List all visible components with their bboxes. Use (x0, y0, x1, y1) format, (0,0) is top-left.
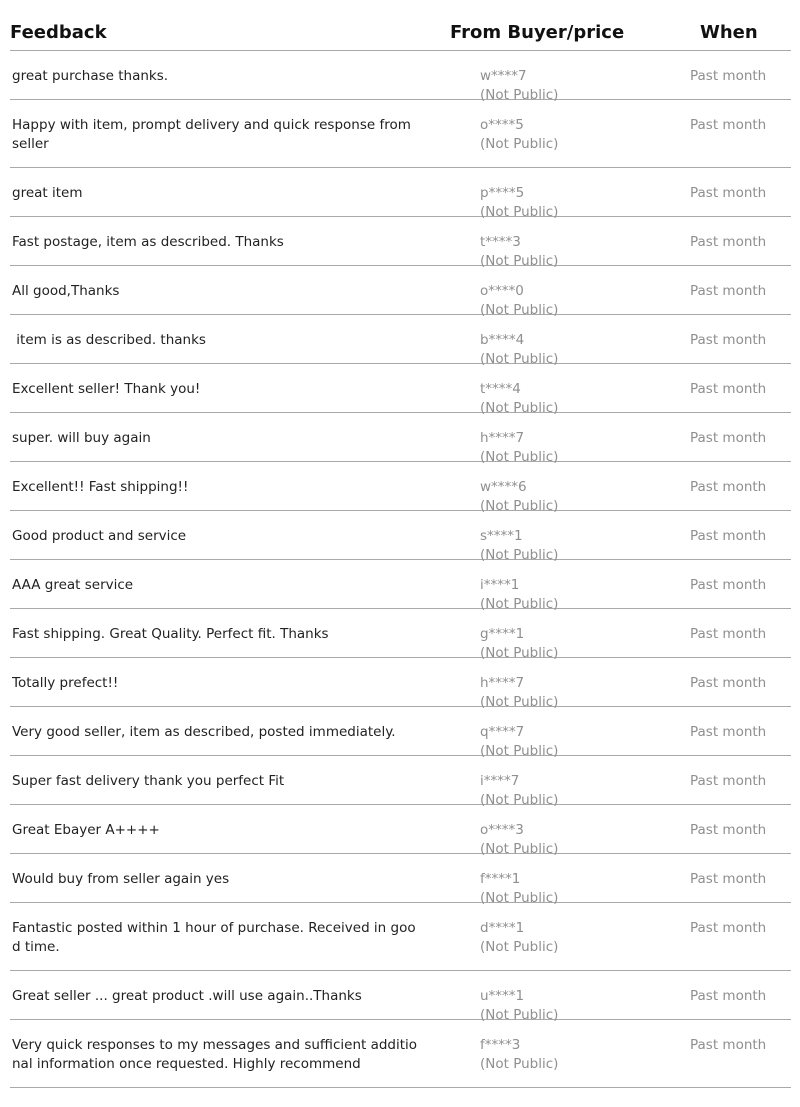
table-header (10, 20, 791, 51)
feedback-when: Past month (690, 724, 767, 740)
table-row (10, 971, 791, 1023)
feedback-comment: Totally prefect!! (12, 675, 119, 691)
buyer-visibility: (Not Public) (480, 498, 559, 514)
table-row (10, 1020, 791, 1088)
feedback-comment: super. will buy again (12, 430, 151, 446)
buyer-visibility: (Not Public) (480, 743, 559, 759)
column-header-buyer: From Buyer/price (450, 22, 625, 43)
buyer-id: o****3 (480, 822, 524, 838)
feedback-when: Past month (690, 773, 767, 789)
buyer-cell (480, 116, 558, 154)
feedback-comment: Good product and service (12, 528, 187, 544)
buyer-id: h****7 (480, 675, 525, 691)
table-row (10, 511, 791, 563)
table-row (10, 217, 791, 269)
column-header-feedback: Feedback (10, 22, 107, 43)
table-row (10, 364, 791, 416)
table-row (10, 805, 791, 857)
buyer-visibility: (Not Public) (480, 939, 559, 955)
table-row (10, 756, 791, 808)
feedback-table (10, 20, 791, 1088)
table-row (10, 100, 791, 168)
buyer-id: o****5 (480, 117, 524, 133)
buyer-id: h****7 (480, 430, 525, 446)
feedback-comment: Happy with item, prompt delivery and quick response from seller (12, 117, 416, 152)
feedback-comment: Excellent!! Fast shipping!! (12, 479, 189, 495)
table-row (10, 266, 791, 318)
buyer-visibility: (Not Public) (480, 204, 559, 220)
feedback-when: Past month (690, 626, 767, 642)
feedback-when: Past month (690, 479, 767, 495)
feedback-when: Past month (690, 283, 767, 299)
table-row (10, 854, 791, 906)
buyer-visibility: (Not Public) (480, 841, 559, 857)
buyer-visibility: (Not Public) (480, 890, 559, 906)
buyer-cell (480, 1036, 558, 1074)
buyer-visibility: (Not Public) (480, 136, 559, 152)
feedback-comment: Would buy from seller again yes (12, 871, 230, 887)
feedback-when: Past month (690, 117, 767, 133)
feedback-comment: All good,Thanks (12, 283, 120, 299)
buyer-visibility: (Not Public) (480, 351, 559, 367)
feedback-comment: item is as described. thanks (12, 332, 206, 348)
table-row (10, 707, 791, 759)
buyer-visibility: (Not Public) (480, 645, 559, 661)
feedback-when: Past month (690, 528, 767, 544)
buyer-id: f****3 (480, 1037, 521, 1053)
buyer-visibility: (Not Public) (480, 449, 559, 465)
feedback-when: Past month (690, 822, 767, 838)
feedback-when: Past month (690, 430, 767, 446)
feedback-when: Past month (690, 68, 767, 84)
feedback-comment: Fantastic posted within 1 hour of purchase. Received in good time. (12, 920, 416, 955)
buyer-id: t****3 (480, 234, 521, 250)
feedback-comment: great item (12, 185, 83, 201)
feedback-comment: Very good seller, item as described, posted immediately. (12, 724, 396, 740)
table-row (10, 560, 791, 612)
buyer-id: i****7 (480, 773, 520, 789)
feedback-comment: Fast postage, item as described. Thanks (12, 234, 284, 250)
table-row (10, 51, 791, 103)
buyer-visibility: (Not Public) (480, 400, 559, 416)
buyer-id: f****1 (480, 871, 521, 887)
buyer-visibility: (Not Public) (480, 87, 559, 103)
buyer-visibility: (Not Public) (480, 1007, 559, 1023)
buyer-id: d****1 (480, 920, 525, 936)
feedback-when: Past month (690, 920, 767, 936)
buyer-visibility: (Not Public) (480, 547, 559, 563)
buyer-id: q****7 (480, 724, 525, 740)
feedback-when: Past month (690, 577, 767, 593)
table-row (10, 462, 791, 514)
buyer-visibility: (Not Public) (480, 792, 559, 808)
buyer-id: i****1 (480, 577, 520, 593)
feedback-when: Past month (690, 381, 767, 397)
feedback-comment: great purchase thanks. (12, 68, 169, 84)
column-header-when: When (700, 22, 758, 43)
table-row (10, 168, 791, 220)
buyer-id: b****4 (480, 332, 525, 348)
feedback-when: Past month (690, 332, 767, 348)
buyer-id: w****6 (480, 479, 527, 495)
buyer-visibility: (Not Public) (480, 1056, 559, 1072)
feedback-when: Past month (690, 871, 767, 887)
buyer-id: t****4 (480, 381, 521, 397)
table-row (10, 315, 791, 367)
feedback-when: Past month (690, 1037, 767, 1053)
table-row (10, 413, 791, 465)
feedback-when: Past month (690, 988, 767, 1004)
table-row (10, 609, 791, 661)
buyer-id: s****1 (480, 528, 523, 544)
buyer-visibility: (Not Public) (480, 596, 559, 612)
buyer-visibility: (Not Public) (480, 694, 559, 710)
buyer-visibility: (Not Public) (480, 253, 559, 269)
buyer-id: p****5 (480, 185, 525, 201)
feedback-comment: Great Ebayer A++++ (12, 822, 160, 838)
feedback-comment: Excellent seller! Thank you! (12, 381, 201, 397)
buyer-id: g****1 (480, 626, 525, 642)
feedback-comment: Great seller ... great product .will use again..Thanks (12, 988, 362, 1004)
buyer-id: u****1 (480, 988, 525, 1004)
table-row (10, 903, 791, 971)
feedback-comment: Super fast delivery thank you perfect Fit (12, 773, 285, 789)
buyer-id: o****0 (480, 283, 524, 299)
feedback-comment: AAA great service (12, 577, 134, 593)
feedback-when: Past month (690, 185, 767, 201)
feedback-comment: Fast shipping. Great Quality. Perfect fit. Thanks (12, 626, 329, 642)
feedback-when: Past month (690, 675, 767, 691)
buyer-id: w****7 (480, 68, 527, 84)
table-row (10, 658, 791, 710)
feedback-when: Past month (690, 234, 767, 250)
buyer-visibility: (Not Public) (480, 302, 559, 318)
buyer-cell (480, 919, 558, 957)
feedback-comment: Very quick responses to my messages and sufficient additional information once requested. Highly recommend (12, 1037, 418, 1072)
